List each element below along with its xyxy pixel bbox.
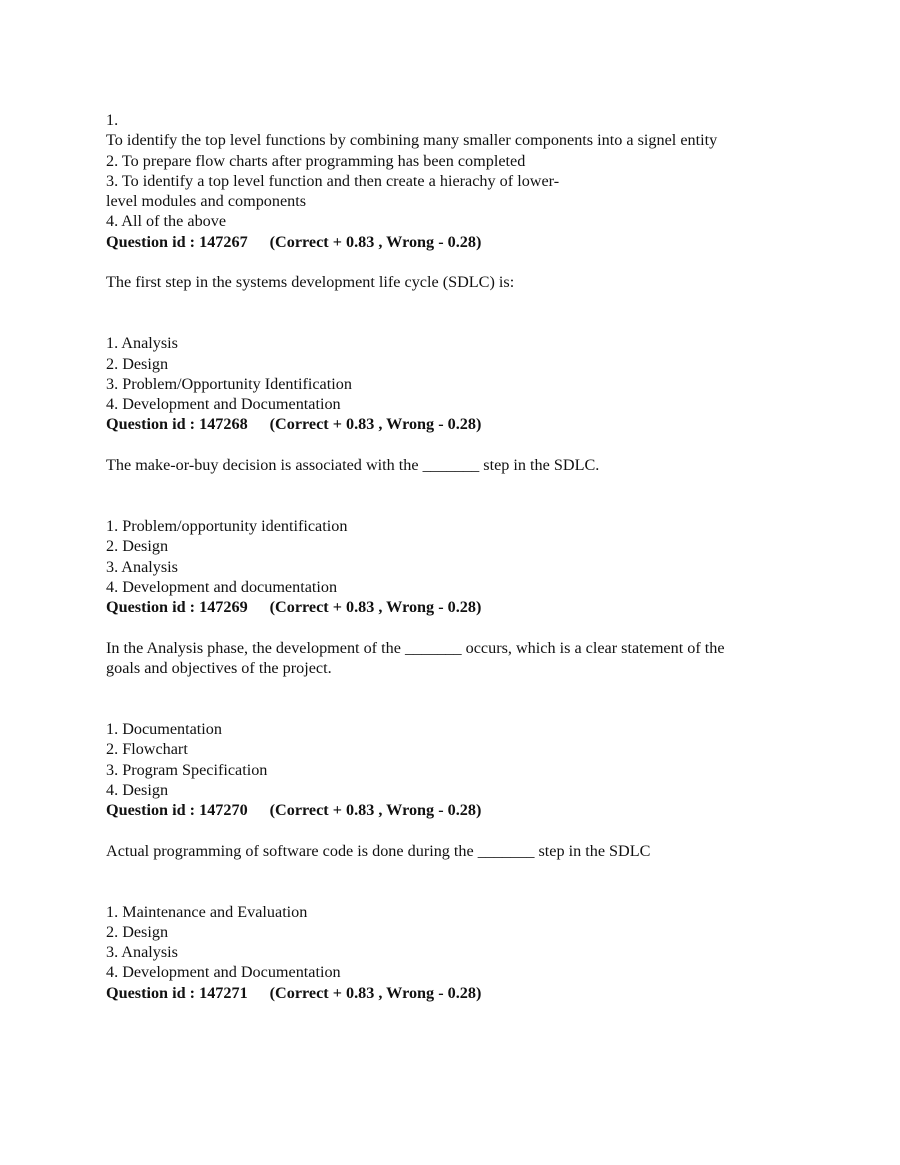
question-id: Question id : 147268 bbox=[106, 415, 248, 434]
question-stem: The first step in the systems development life cycle (SDLC) is: bbox=[106, 273, 515, 292]
question-stem-line: goals and objectives of the project. bbox=[106, 659, 332, 678]
option-text: 3. To identify a top level function and then create a hierachy of lower- bbox=[106, 171, 560, 190]
document-page bbox=[106, 110, 806, 1003]
option-text: 3. Analysis bbox=[106, 557, 178, 576]
question-meta bbox=[106, 983, 806, 1003]
option-text: 4. Design bbox=[106, 780, 169, 799]
question-stem: The make-or-buy decision is associated with the _______ step in the SDLC. bbox=[106, 456, 600, 475]
option-list bbox=[106, 719, 806, 800]
option-text: 4. All of the above bbox=[106, 212, 227, 231]
option-text: 4. Development and Documentation bbox=[106, 963, 341, 982]
question-id: Question id : 147269 bbox=[106, 598, 248, 617]
option-text: 1. Documentation bbox=[106, 719, 222, 738]
score-rule: (Correct + 0.83 , Wrong - 0.28) bbox=[269, 415, 482, 434]
option-list bbox=[106, 110, 806, 232]
score-rule: (Correct + 0.83 , Wrong - 0.28) bbox=[269, 983, 482, 1002]
option-text: 2. Design bbox=[106, 922, 169, 941]
question-id: Question id : 147271 bbox=[106, 983, 248, 1002]
option-text: 2. Design bbox=[106, 537, 169, 556]
option-text: 2. Flowchart bbox=[106, 740, 188, 759]
option-text: 4. Development and Documentation bbox=[106, 395, 341, 414]
question-block-147269 bbox=[106, 455, 806, 617]
option-text: 2. To prepare flow charts after programming has been completed bbox=[106, 151, 526, 170]
option-text: 1. Maintenance and Evaluation bbox=[106, 902, 308, 921]
option-text: 3. Analysis bbox=[106, 943, 178, 962]
question-block-147271 bbox=[106, 841, 806, 1003]
question-meta bbox=[106, 597, 806, 617]
question-id: Question id : 147270 bbox=[106, 801, 248, 820]
option-list bbox=[106, 516, 806, 597]
option-text: 1. Problem/opportunity identification bbox=[106, 516, 348, 535]
option-text: 1. bbox=[106, 111, 119, 129]
option-text: 4. Development and documentation bbox=[106, 577, 338, 596]
question-meta bbox=[106, 414, 806, 434]
question-meta bbox=[106, 800, 806, 820]
option-text: 1. Analysis bbox=[106, 334, 178, 353]
question-block-147270 bbox=[106, 638, 806, 821]
score-rule: (Correct + 0.83 , Wrong - 0.28) bbox=[269, 598, 482, 617]
option-text: To identify the top level functions by combining many smaller components into a signel entity bbox=[106, 131, 718, 150]
question-stem: Actual programming of software code is done during the _______ step in the SDLC bbox=[106, 841, 651, 860]
score-rule: (Correct + 0.83 , Wrong - 0.28) bbox=[269, 801, 482, 820]
question-meta bbox=[106, 232, 806, 252]
option-text: 3. Program Specification bbox=[106, 760, 268, 779]
question-id: Question id : 147267 bbox=[106, 232, 248, 251]
question-block-147267 bbox=[106, 110, 806, 252]
option-text: 3. Problem/Opportunity Identification bbox=[106, 374, 352, 393]
question-stem bbox=[106, 638, 806, 679]
question-stem-line: In the Analysis phase, the development of the _______ occurs, which is a clear statement of the bbox=[106, 638, 725, 657]
option-list bbox=[106, 902, 806, 983]
option-text: level modules and components bbox=[106, 192, 307, 211]
option-text: 2. Design bbox=[106, 354, 169, 373]
score-rule: (Correct + 0.83 , Wrong - 0.28) bbox=[269, 232, 482, 251]
option-list bbox=[106, 333, 806, 414]
question-block-147268 bbox=[106, 272, 806, 434]
